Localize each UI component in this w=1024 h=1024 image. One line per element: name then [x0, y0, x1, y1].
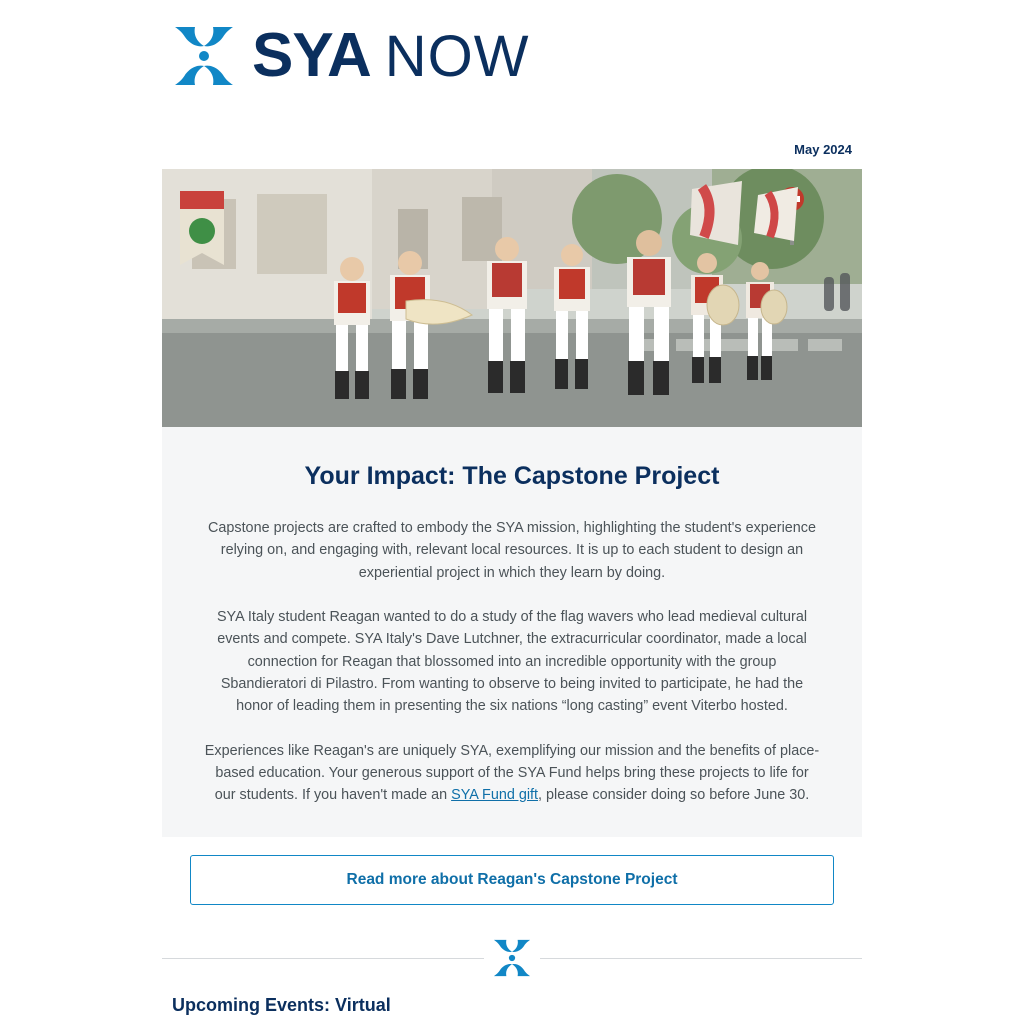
article-paragraph-3-before: Experiences like Reagan's are uniquely SYA, exemplifying our mission and the benefits of place-based education. Your generous support of the SYA Fund helps bring these projects to life for our students. If you haven't made an: [204, 742, 820, 804]
sya-fund-gift-link[interactable]: SYA Fund gift: [451, 787, 539, 804]
wordmark-secondary: NOW: [384, 24, 530, 89]
hero-image: [162, 169, 862, 427]
wordmark: [252, 21, 530, 90]
article-paragraph-1: Capstone projects are crafted to embody the SYA mission, highlighting the student's experience relying on, and engaging with, relevant local resources. It is up to each student to design an experiential project in which they learn by doing.: [207, 520, 817, 581]
article: [162, 427, 862, 837]
logo-row[interactable]: [172, 21, 1024, 90]
cta-section: [162, 837, 862, 925]
article-paragraph-2: SYA Italy student Reagan wanted to do a study of the flag wavers who lead medieval cultural events and compete. SYA Italy's Dave Lutchner, the extracurricular coordinator, made a local connection for Reagan that blossomed into an incredible opportunity with the group Sbandieratori di Pilastro. From wanting to observe to being invited to participate, he had the honor of leading them in presenting the six nations “long casting” event Viterbo hosted.: [216, 608, 808, 715]
upcoming-events-heading: Upcoming Events: Virtual: [172, 994, 391, 1015]
article-paragraph-3-after: , please consider doing so before June 30.: [538, 787, 810, 804]
issue-date: May 2024: [794, 142, 852, 157]
page-title: Your Impact: The Capstone Project: [304, 462, 720, 490]
upcoming-events-section: [162, 995, 862, 1024]
article-paragraph-3: [204, 740, 820, 807]
section-divider: [162, 935, 862, 981]
header: [0, 0, 1024, 120]
sya-emblem-icon: [172, 24, 236, 88]
sya-emblem-icon: [484, 935, 540, 981]
read-more-button[interactable]: Read more about Reagan's Capstone Project: [190, 855, 834, 905]
wordmark-primary: SYA: [252, 21, 371, 90]
